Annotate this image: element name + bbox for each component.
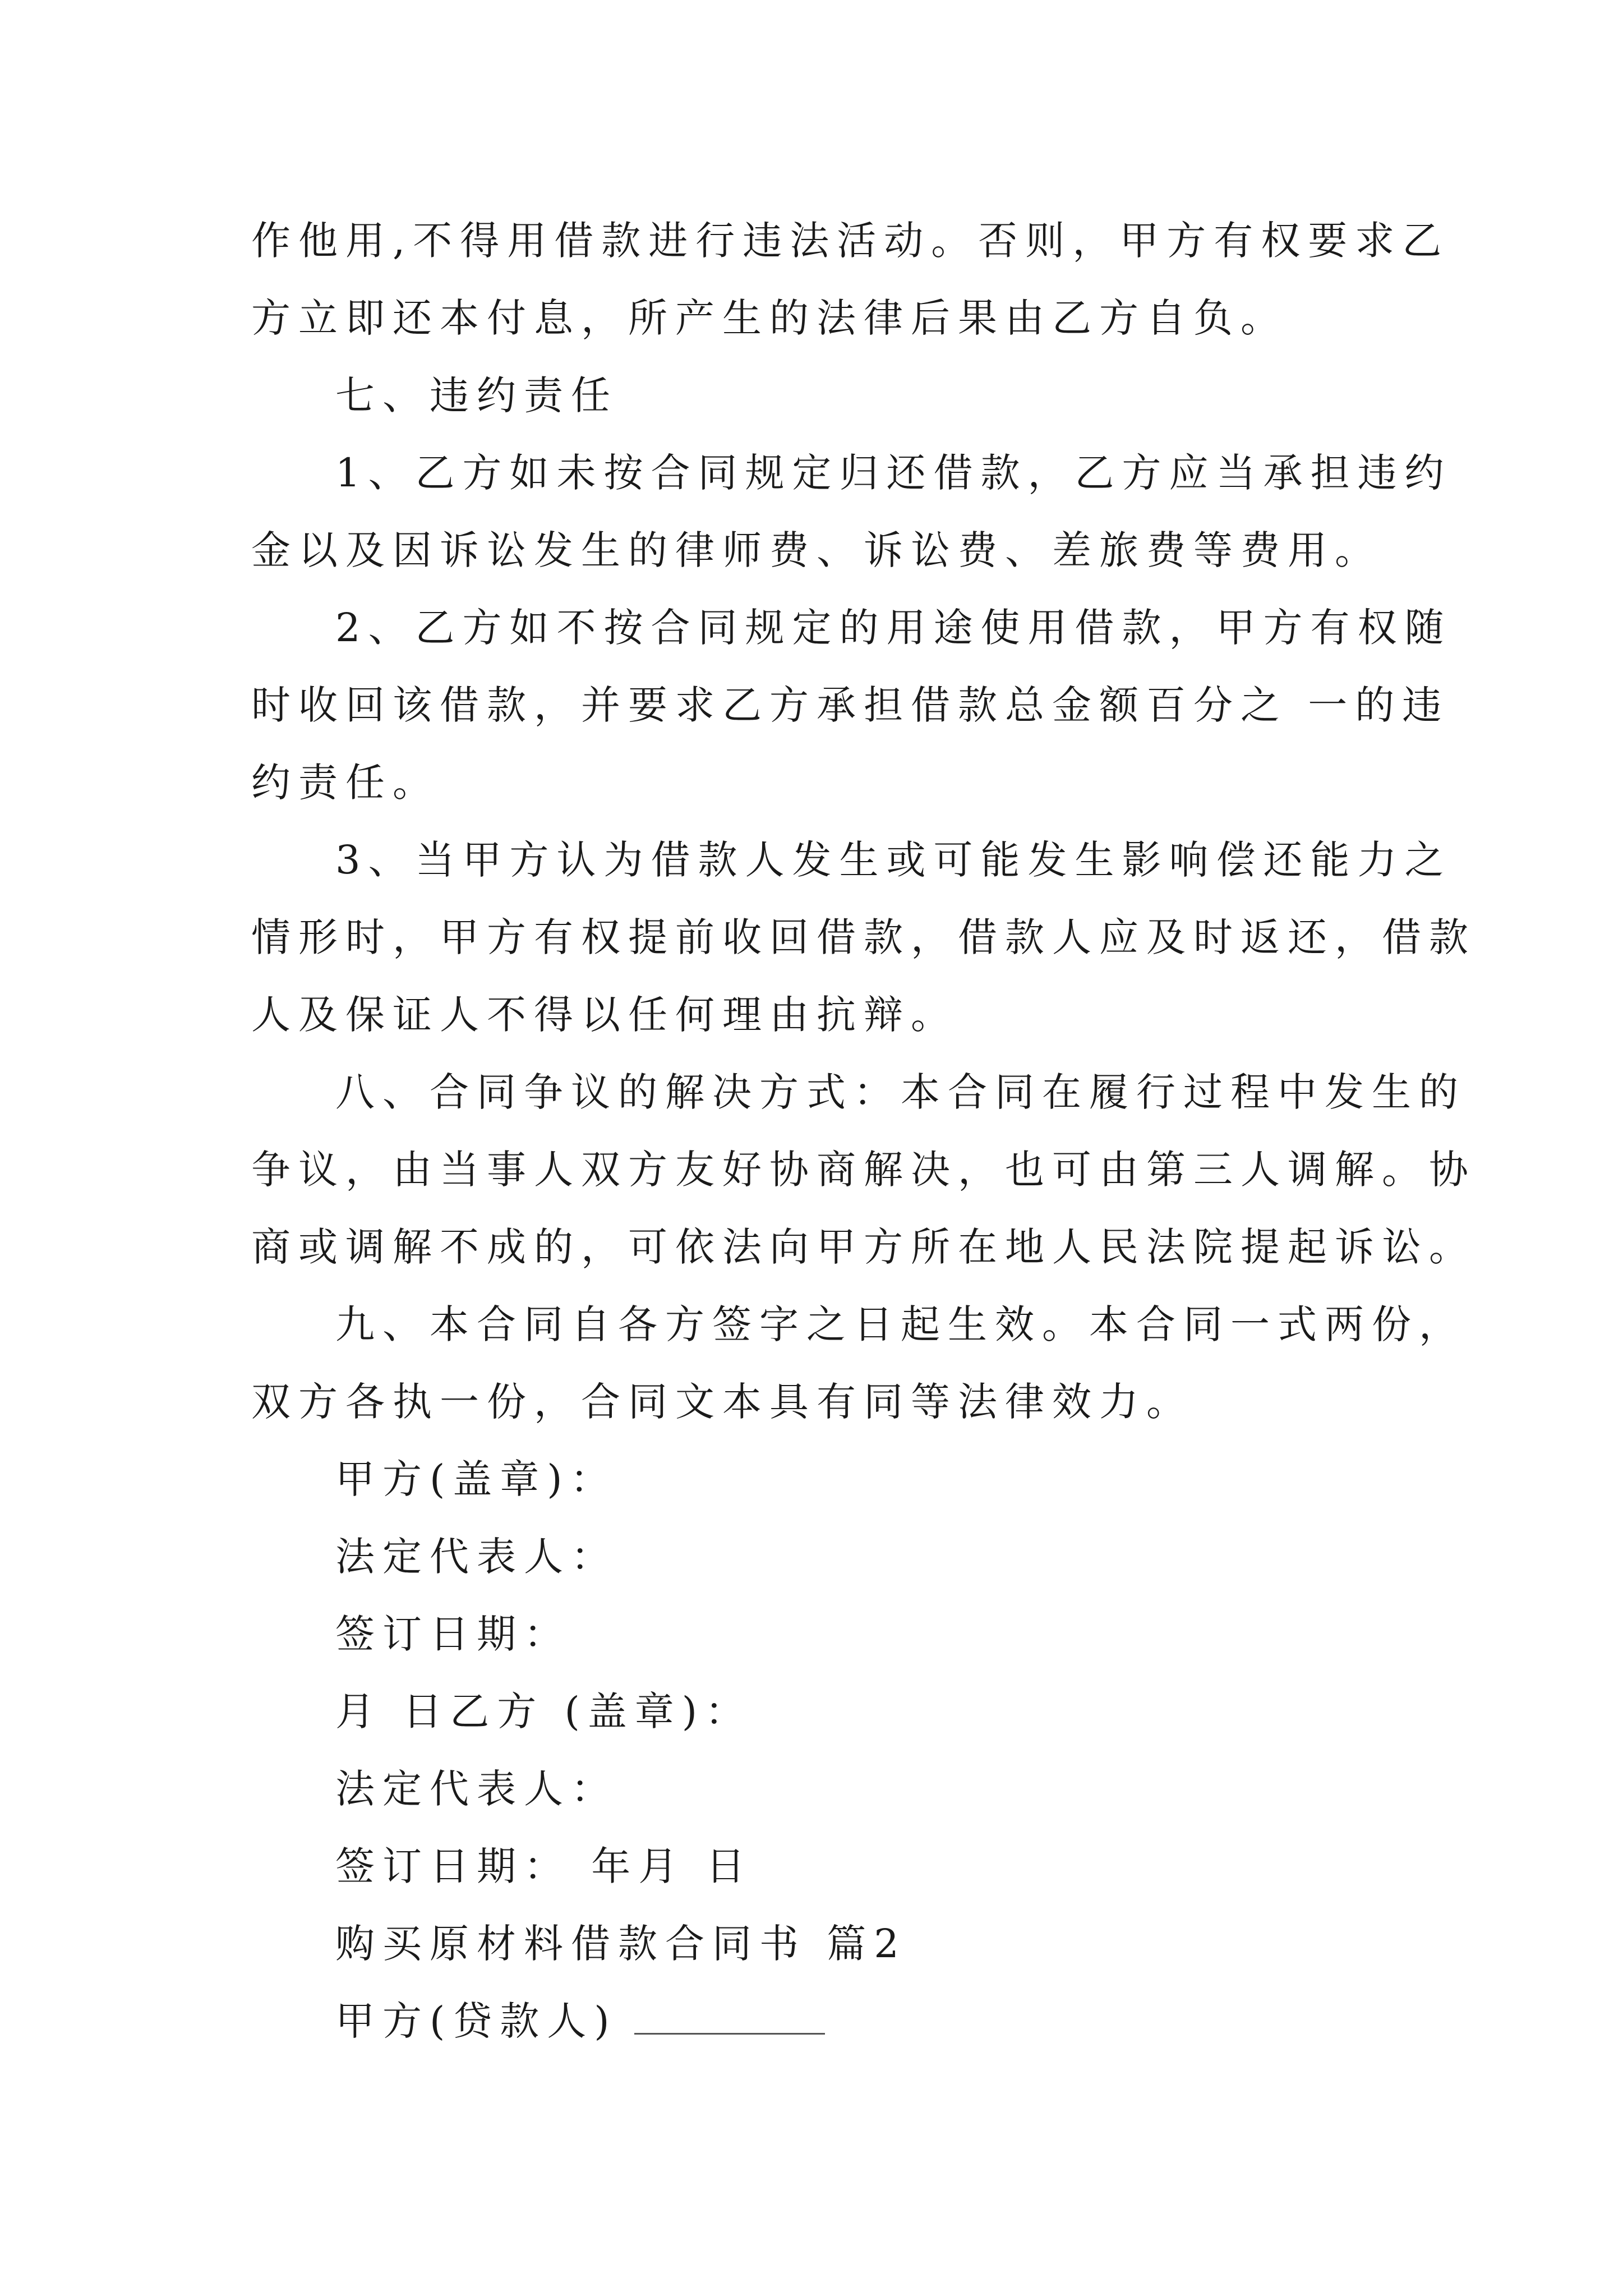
fill-in-blank <box>634 1999 825 2035</box>
text-line: 双方各执一份，合同文本具有同等法律效力。 <box>251 1379 1193 1425</box>
signature-party-a: 甲方(盖章)： <box>335 1456 617 1502</box>
text-line: 八、合同争议的解决方式：本合同在履行过程中发生的 <box>335 1069 1466 1115</box>
text-line: 1、乙方如未按合同规定归还借款，乙方应当承担违约 <box>335 450 1452 496</box>
text-line: 时收回该借款，并要求乙方承担借款总金额百分之 一的违 <box>251 682 1450 728</box>
party-a-lender-label: 甲方(贷款人) <box>335 1998 617 2044</box>
document-page <box>251 202 1476 2060</box>
text-line: 2、乙方如不按合同规定的用途使用借款，甲方有权随 <box>335 605 1452 651</box>
section-heading: 七、违约责任 <box>335 372 618 418</box>
signature-party-b: 月 日乙方 (盖章)： <box>335 1688 753 1734</box>
contract-title: 购买原材料借款合同书 篇2 <box>335 1921 907 1967</box>
text-line: 九、本合同自各方签字之日起生效。本合同一式两份， <box>335 1301 1466 1347</box>
text-line: 商或调解不成的，可依法向甲方所在地人民法院提起诉讼。 <box>251 1224 1476 1270</box>
signing-date-a: 签订日期： <box>335 1611 571 1657</box>
party-a-lender-line <box>251 1982 1395 2060</box>
text-line: 约责任。 <box>251 760 440 806</box>
legal-representative-b: 法定代表人： <box>335 1766 618 1812</box>
text-line: 作他用,不得用借款进行违法活动。否则，甲方有权要求乙 <box>251 218 1450 264</box>
signing-date-b: 签订日期： 年月 日 <box>335 1843 753 1889</box>
text-line: 金以及因诉讼发生的律师费、诉讼费、差旅费等费用。 <box>251 527 1382 573</box>
text-line: 3、当甲方认为借款人发生或可能发生影响偿还能力之 <box>335 837 1452 883</box>
text-line: 争议，由当事人双方友好协商解决，也可由第三人调解。协 <box>251 1147 1476 1193</box>
text-line: 方立即还本付息，所产生的法律后果由乙方自负。 <box>251 295 1288 341</box>
text-line: 人及保证人不得以任何理由抗辩。 <box>251 992 958 1038</box>
text-line: 情形时，甲方有权提前收回借款，借款人应及时返还，借款 <box>251 914 1476 960</box>
legal-representative-a: 法定代表人： <box>335 1534 618 1580</box>
